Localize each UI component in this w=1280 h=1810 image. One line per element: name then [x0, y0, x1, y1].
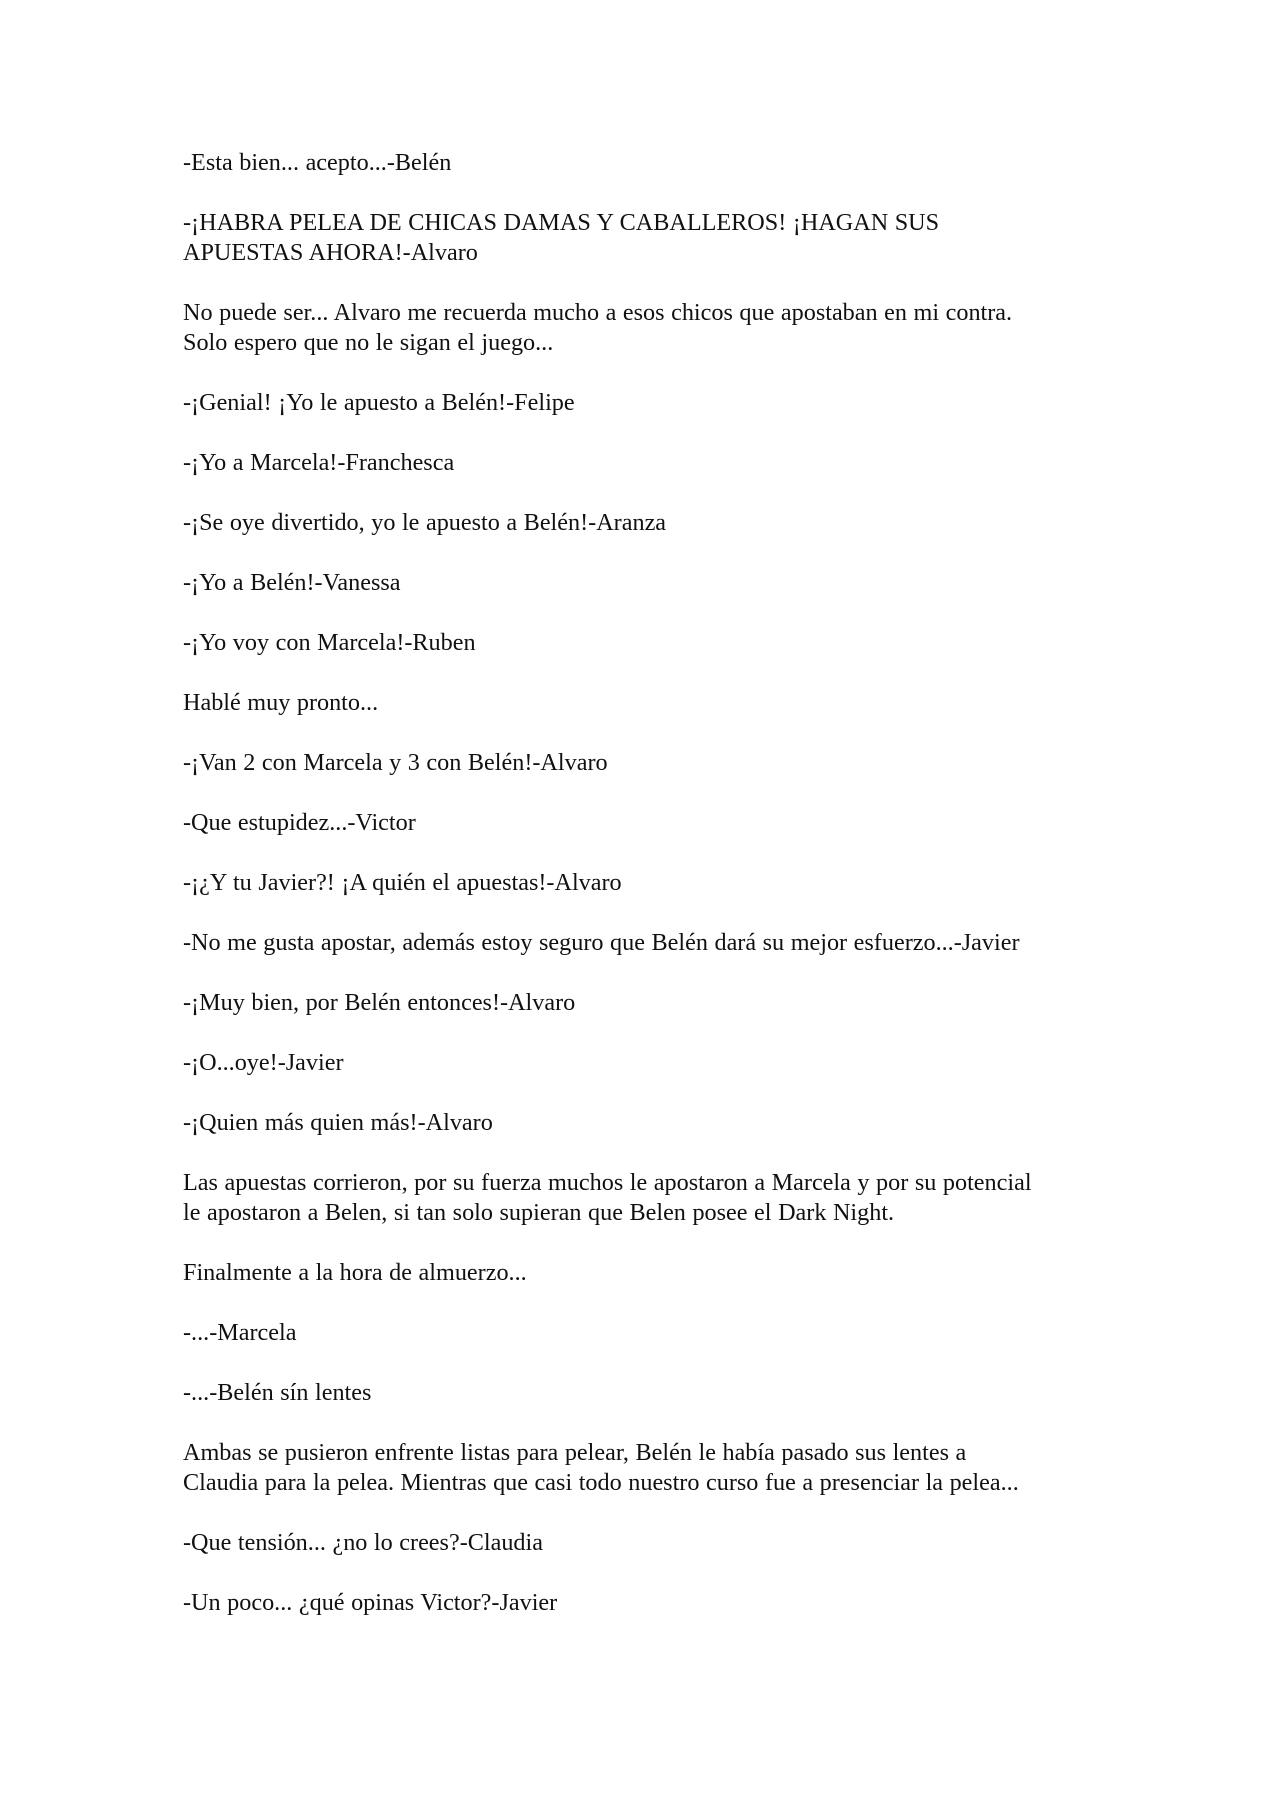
- paragraph: -Que estupidez...-Victor: [183, 809, 416, 836]
- paragraph: -¡Yo a Marcela!-Franchesca: [183, 449, 455, 476]
- paragraph: -...-Marcela: [183, 1319, 297, 1346]
- paragraph: -Esta bien... acepto...-Belén: [183, 149, 452, 176]
- paragraph: -...-Belén sín lentes: [183, 1379, 372, 1406]
- paragraph: Las apuestas corrieron, por su fuerza muchos le apostaron a Marcela y por su potencial le apostaron a Belen, si tan solo supieran que Belen posee el Dark Night.: [183, 1169, 1032, 1226]
- paragraph: -¡Genial! ¡Yo le apuesto a Belén!-Felipe: [183, 389, 575, 416]
- paragraph: -¡O...oye!-Javier: [183, 1049, 344, 1076]
- paragraph: -¡Quien más quien más!-Alvaro: [183, 1109, 493, 1136]
- paragraph: Finalmente a la hora de almuerzo...: [183, 1259, 527, 1286]
- paragraph: Ambas se pusieron enfrente listas para pelear, Belén le había pasado sus lentes a Claudia para la pelea. Mientras que casi todo nuestro curso fue a presenciar la pelea...: [183, 1439, 1019, 1496]
- paragraph: -¡Yo a Belén!-Vanessa: [183, 569, 401, 596]
- paragraph: -Que tensión... ¿no lo crees?-Claudia: [183, 1529, 543, 1556]
- paragraph: -¡Se oye divertido, yo le apuesto a Belén!-Aranza: [183, 509, 667, 536]
- paragraph: -No me gusta apostar, además estoy seguro que Belén dará su mejor esfuerzo...-Javier: [183, 929, 1020, 956]
- paragraph: Hablé muy pronto...: [183, 689, 379, 716]
- paragraph: -¡Muy bien, por Belén entonces!-Alvaro: [183, 989, 576, 1016]
- paragraph: -¡HABRA PELEA DE CHICAS DAMAS Y CABALLEROS! ¡HAGAN SUS APUESTAS AHORA!-Alvaro: [183, 209, 940, 266]
- paragraph: No puede ser... Alvaro me recuerda mucho a esos chicos que apostaban en mi contra. Solo espero que no le sigan el juego...: [183, 299, 1013, 356]
- document-body: [183, 148, 1103, 1648]
- paragraph: -¡Yo voy con Marcela!-Ruben: [183, 629, 476, 656]
- paragraph: -¡¿Y tu Javier?! ¡A quién el apuestas!-Alvaro: [183, 869, 622, 896]
- paragraph: -¡Van 2 con Marcela y 3 con Belén!-Alvaro: [183, 749, 608, 776]
- paragraph: -Un poco... ¿qué opinas Victor?-Javier: [183, 1589, 558, 1616]
